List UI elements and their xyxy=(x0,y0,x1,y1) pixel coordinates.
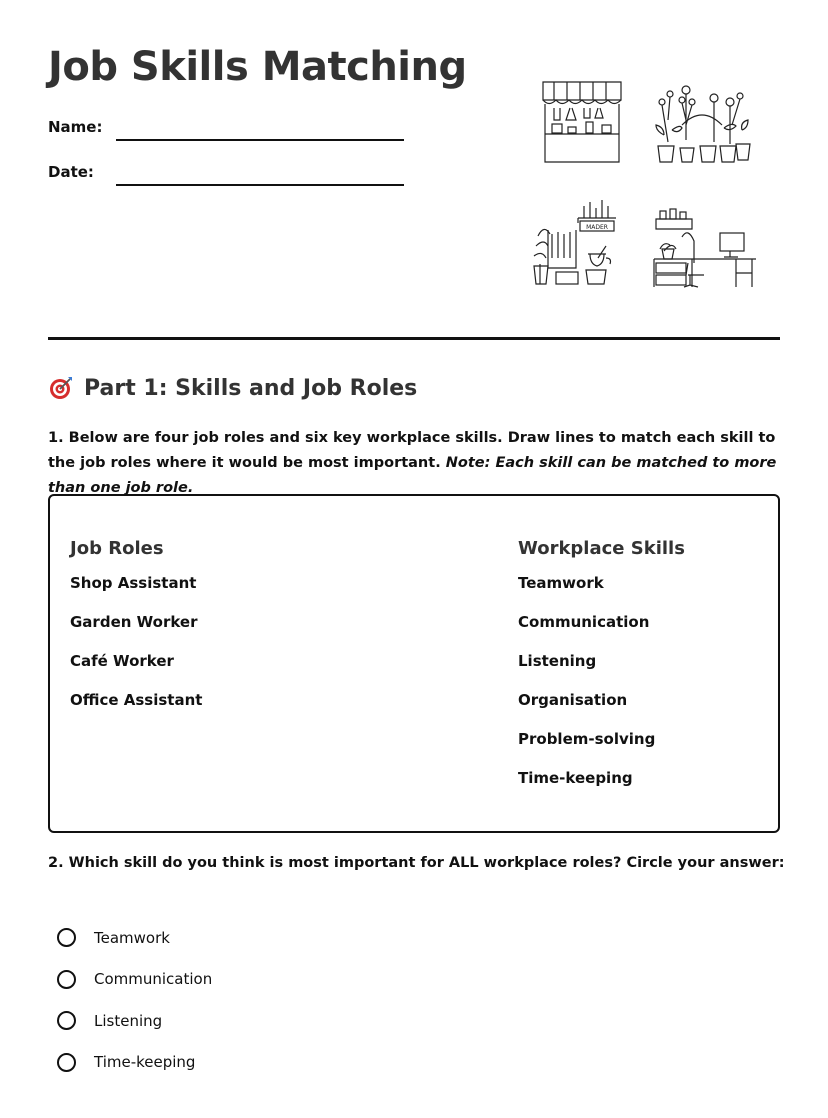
job-roles-heading: Job Roles xyxy=(70,538,164,559)
name-line[interactable] xyxy=(116,139,404,141)
skill-item[interactable]: Communication xyxy=(518,613,650,631)
job-role-item[interactable]: Office Assistant xyxy=(70,691,203,709)
radio-circle[interactable] xyxy=(57,970,76,989)
matching-box xyxy=(48,494,780,833)
question-1 xyxy=(48,426,788,501)
radio-circle[interactable] xyxy=(57,928,76,947)
office-desk-illustration xyxy=(652,205,758,289)
cafe-sign-text: MADER xyxy=(586,224,608,231)
question-1-note: Note: Each skill can be matched to more than one job role. xyxy=(48,455,777,496)
question-2: 2. Which skill do you think is most important for ALL workplace roles? Circle your answer: xyxy=(48,855,785,871)
workplace-skills-heading: Workplace Skills xyxy=(518,538,685,559)
job-role-item[interactable]: Garden Worker xyxy=(70,613,198,631)
date-line[interactable] xyxy=(116,184,404,186)
skill-item[interactable]: Time-keeping xyxy=(518,769,633,787)
question-2-options xyxy=(57,917,212,1083)
radio-circle[interactable] xyxy=(57,1053,76,1072)
section-divider xyxy=(48,337,780,340)
option-label: Listening xyxy=(94,1011,163,1030)
job-role-item[interactable]: Café Worker xyxy=(70,652,174,670)
skill-item[interactable]: Teamwork xyxy=(518,574,604,592)
option-label: Communication xyxy=(94,970,213,989)
part1-title-text: Part 1: Skills and Job Roles xyxy=(84,375,418,401)
garden-plants-illustration xyxy=(652,80,752,174)
part1-title xyxy=(48,375,417,401)
radio-circle[interactable] xyxy=(57,1011,76,1030)
option-time-keeping[interactable] xyxy=(57,1042,212,1084)
question-1-text: 1. Below are four job roles and six key workplace skills. Draw lines to match each skill to the job roles where it would be most important. xyxy=(48,430,776,471)
shop-stall-illustration xyxy=(540,80,624,164)
target-icon xyxy=(48,375,74,401)
skill-item[interactable]: Organisation xyxy=(518,691,628,709)
skill-item[interactable]: Listening xyxy=(518,652,597,670)
option-communication[interactable] xyxy=(57,959,212,1001)
workplace-skills-column xyxy=(518,538,685,806)
skill-item[interactable]: Problem-solving xyxy=(518,730,656,748)
name-label: Name: xyxy=(48,118,103,136)
worksheet-title: Job Skills Matching xyxy=(48,44,467,90)
option-label: Teamwork xyxy=(94,928,170,947)
cafe-counter-illustration xyxy=(528,196,620,288)
job-roles-column xyxy=(70,538,202,728)
job-role-item[interactable]: Shop Assistant xyxy=(70,574,197,592)
option-label: Time-keeping xyxy=(94,1053,196,1072)
option-listening[interactable] xyxy=(57,1000,212,1042)
date-label: Date: xyxy=(48,163,94,181)
option-teamwork[interactable] xyxy=(57,917,212,959)
